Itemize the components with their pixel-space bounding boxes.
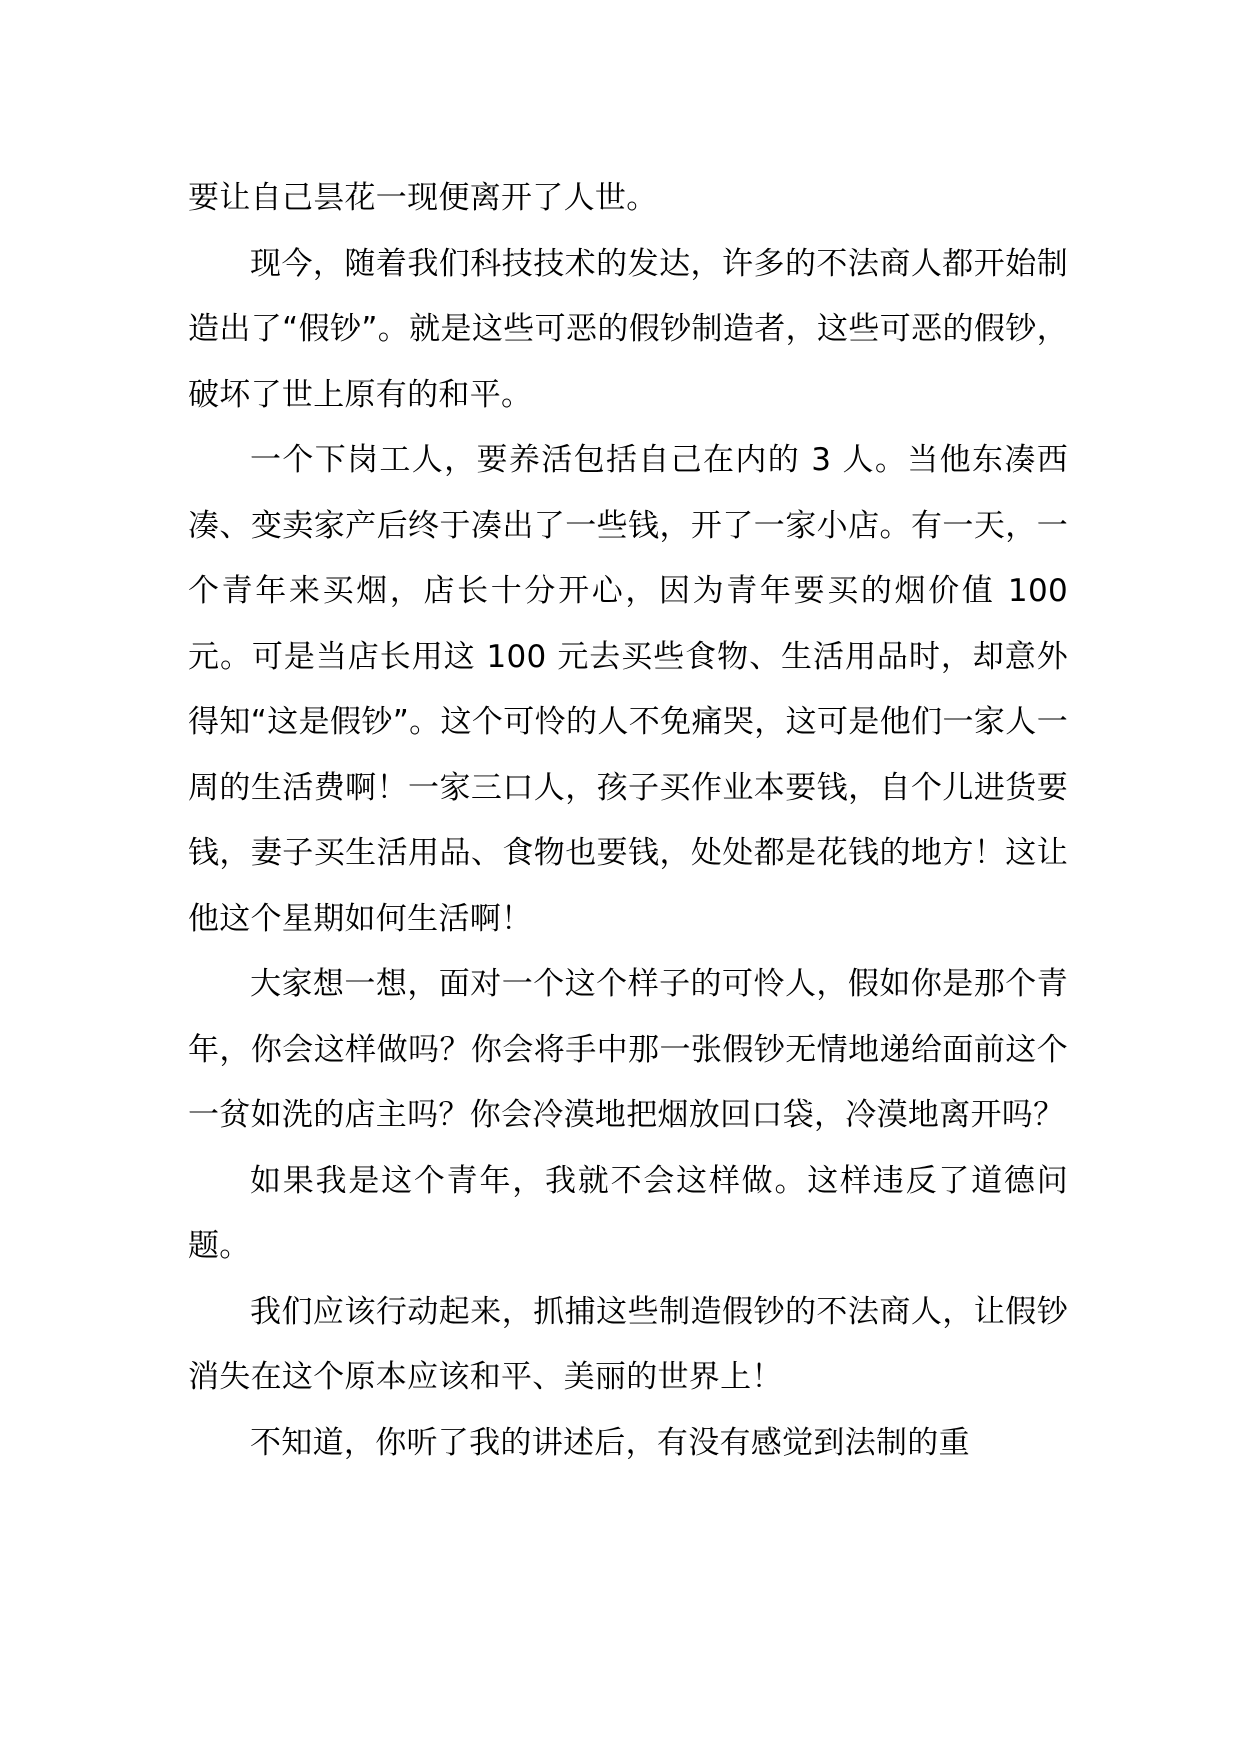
paragraph-4: 大家想一想，面对一个这个样子的可怜人，假如你是那个青年，你会这样做吗？你会将手中那一张假钞无情地递给面前这个一贫如洗的店主吗？你会冷漠地把烟放回口袋，冷漠地离开吗？ — [188, 966, 1068, 1133]
paragraph-2: 现今，随着我们科技技术的发达，许多的不法商人都开始制造出了“假钞”。就是这些可恶的假钞制造者，这些可恶的假钞，破坏了世上原有的和平。 — [188, 245, 1068, 413]
paragraph-7: 不知道，你听了我的讲述后，有没有感觉到法制的重 — [250, 1424, 970, 1461]
paragraph-6: 我们应该行动起来，抓捕这些制造假钞的不法商人，让假钞消失在这个原本应该和平、美丽的世界上！ — [188, 1293, 1068, 1395]
paragraph-3: 一个下岗工人，要养活包括自己在内的 3 人。当他东凑西凑、变卖家产后终于凑出了一些钱，开了一家小店。有一天，一个青年来买烟，店长十分开心，因为青年要买的烟价值 100 元。可是当店长用这 100 元去买些食物、生活用品时，却意外得知“这是假钞”。这个可怜的人不免痛哭，这可是他们一家人一周的生活费啊！一家三口人，孩子买作业本要钱，自个儿进货要钱，妻子买生活用品、食物也要钱，处处都是花钱的地方！这让他这个星期如何生活啊！ — [188, 442, 1068, 937]
paragraph-1: 要让自己昙花一现便离开了人世。 — [188, 180, 658, 216]
paragraph-5: 如果我是这个青年，我就不会这样做。这样违反了道德问题。 — [188, 1162, 1068, 1264]
document-body — [188, 166, 1068, 1476]
